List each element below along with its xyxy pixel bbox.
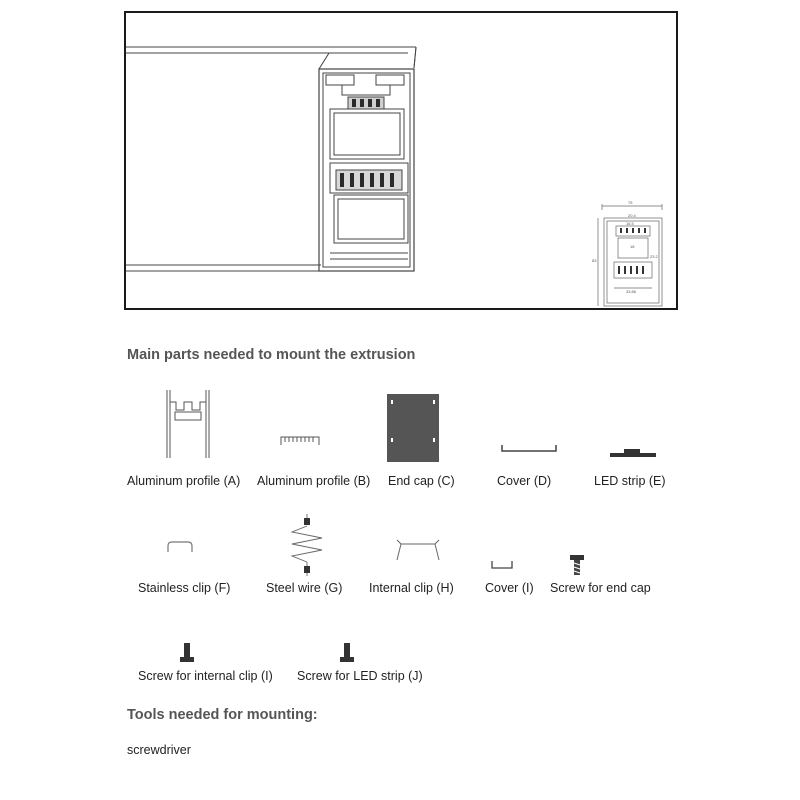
end-cap-icon xyxy=(387,394,439,462)
steel-wire-icon xyxy=(288,514,326,576)
part-label: LED strip (E) xyxy=(594,474,666,488)
aluminum-profile-b-icon xyxy=(279,431,321,447)
part-label: Aluminum profile (A) xyxy=(127,474,241,488)
part-label: Screw for LED strip (J) xyxy=(297,669,423,683)
screw-icon xyxy=(340,643,354,663)
dimension-label: 16.5 xyxy=(626,221,634,226)
screw-icon xyxy=(569,555,585,577)
aluminum-profile-icon xyxy=(163,388,213,460)
dimension-label: 18 xyxy=(630,244,635,249)
dimension-label: 20.4 xyxy=(628,213,636,218)
internal-clip-icon xyxy=(393,538,443,562)
led-strip-icon xyxy=(610,447,656,459)
part-label: Cover (D) xyxy=(497,474,552,488)
part-label: Internal clip (H) xyxy=(369,581,454,595)
screw-icon xyxy=(180,643,194,663)
tool-item: screwdriver xyxy=(127,743,191,757)
part-label: Steel wire (G) xyxy=(266,581,343,595)
part-label: End cap (C) xyxy=(388,474,455,488)
part-label: Aluminum profile (B) xyxy=(257,474,371,488)
part-label: Screw for end cap xyxy=(550,581,651,595)
dimension-label: 83 xyxy=(592,258,597,263)
dimension-label: 75 xyxy=(628,200,633,205)
part-label: Screw for internal clip (I) xyxy=(138,669,273,683)
part-label: Cover (I) xyxy=(485,581,534,595)
part-label: Stainless clip (F) xyxy=(138,581,231,595)
dimension-label: 33.86 xyxy=(626,289,637,294)
cover-icon xyxy=(500,443,558,455)
dimension-label: 23.2 xyxy=(650,254,658,259)
stainless-clip-icon xyxy=(165,540,195,554)
cross-section-drawing xyxy=(590,198,674,310)
tools-heading: Tools needed for mounting: xyxy=(127,707,318,723)
technical-drawing-panel xyxy=(124,11,678,310)
main-parts-heading: Main parts needed to mount the extrusion xyxy=(127,347,416,363)
cover-small-icon xyxy=(490,560,514,570)
